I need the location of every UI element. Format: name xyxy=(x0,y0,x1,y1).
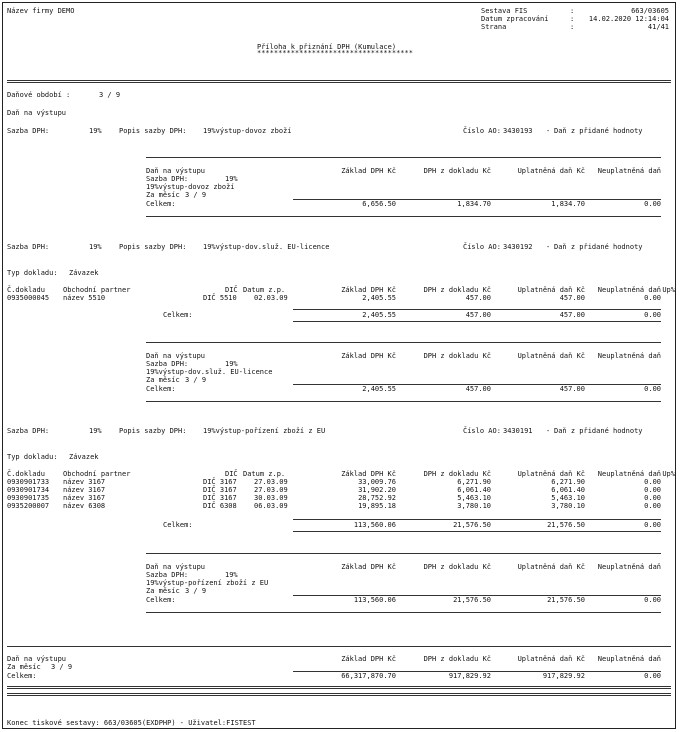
row-base: 28,752.92 xyxy=(358,494,396,502)
row-vat: 6,271.90 xyxy=(457,478,491,486)
row-date: 06.03.09 xyxy=(254,502,288,510)
month-value: 3 / 9 xyxy=(185,376,207,384)
row-partner: název 3167 xyxy=(63,494,106,502)
separator xyxy=(146,157,661,158)
period-value: 3 / 9 xyxy=(99,91,121,99)
info-colon: : xyxy=(570,7,575,15)
rate-desc: 19%výstup-pořízení zboží z EU xyxy=(203,427,326,435)
rate-value: 19% xyxy=(225,175,238,183)
section-title: Daň na výstupu xyxy=(7,109,67,117)
ao-number: 3430192 xyxy=(503,243,533,251)
col-doc-no: Č.dokladu xyxy=(7,286,45,294)
rate-value: 19% xyxy=(225,571,238,579)
col-unclaimed: Neuplatněná daň xyxy=(597,470,661,478)
total-unclaimed: 0.00 xyxy=(644,596,661,604)
rate-value: 19% xyxy=(89,427,102,435)
row-dic: DIČ 5510 xyxy=(203,294,237,302)
col-claimed: Uplatněná daň Kč xyxy=(517,167,585,175)
doc-type-label: Typ dokladu: xyxy=(7,453,58,461)
total-claimed: 21,576.50 xyxy=(547,521,585,529)
separator xyxy=(146,553,661,554)
separator xyxy=(7,693,671,696)
row-vat: 5,463.10 xyxy=(457,494,491,502)
rate-desc: 19%výstup-dovoz zboží xyxy=(146,183,235,191)
row-base: 31,902.20 xyxy=(358,486,396,494)
report-title-stars: ************************************* xyxy=(257,49,413,57)
row-partner: název 3167 xyxy=(63,478,106,486)
col-base: Základ DPH Kč xyxy=(341,655,396,663)
col-pct: Up% xyxy=(662,286,675,294)
total-vat: 457.00 xyxy=(465,385,491,393)
total-claimed: 457.00 xyxy=(559,385,585,393)
row-dic: DIČ 3167 xyxy=(203,486,237,494)
rate-value: 19% xyxy=(225,360,238,368)
col-vat-doc: DPH z dokladu Kč xyxy=(423,352,491,360)
month-value: 3 / 9 xyxy=(51,663,73,671)
separator xyxy=(7,80,671,83)
col-claimed: Uplatněná daň Kč xyxy=(517,563,585,571)
col-doc-no: Č.dokladu xyxy=(7,470,45,478)
col-unclaimed: Neuplatněná daň xyxy=(597,286,661,294)
total-label: Celkem: xyxy=(163,311,193,319)
total-vat: 457.00 xyxy=(465,311,491,319)
row-unclaimed: 0.00 xyxy=(644,494,661,502)
total-vat: 21,576.50 xyxy=(453,596,491,604)
info-label-date: Datum zpracování xyxy=(481,15,549,23)
row-date: 02.03.09 xyxy=(254,294,288,302)
doc-type-value: Závazek xyxy=(69,269,99,277)
total-label: Celkem: xyxy=(146,200,176,208)
total-label: Celkem: xyxy=(146,596,176,604)
col-unclaimed: Neuplatněná daň xyxy=(597,563,661,571)
rate-desc-label: Popis sazby DPH: xyxy=(119,427,187,435)
info-colon: : xyxy=(570,23,575,31)
rate-desc: 19%výstup-dov.služ. EU-licence xyxy=(203,243,330,251)
ao-number: 3430193 xyxy=(503,127,533,135)
ao-label: Číslo AO: xyxy=(463,127,501,135)
row-date: 27.03.09 xyxy=(254,486,288,494)
row-doc: 0935000045 xyxy=(7,294,50,302)
row-doc: 0930901735 xyxy=(7,494,50,502)
row-doc: 0935200007 xyxy=(7,502,50,510)
grand-total-label: Celkem: xyxy=(7,672,37,680)
ao-dash: - xyxy=(546,427,551,435)
total-base: 2,405.55 xyxy=(362,385,396,393)
info-label-report: Sestava FIS xyxy=(481,7,528,15)
rate-desc: 19%výstup-dovoz zboží xyxy=(203,127,292,135)
row-base: 33,009.76 xyxy=(358,478,396,486)
col-base: Základ DPH Kč xyxy=(341,286,396,294)
total-unclaimed: 0.00 xyxy=(644,385,661,393)
row-vat: 3,780.10 xyxy=(457,502,491,510)
separator xyxy=(293,309,661,310)
ao-number: 3430191 xyxy=(503,427,533,435)
month-label: Za měsíc xyxy=(146,191,180,199)
col-vat-doc: DPH z dokladu Kč xyxy=(423,655,491,663)
separator xyxy=(146,216,661,217)
row-partner: název 6308 xyxy=(63,502,106,510)
separator xyxy=(7,686,671,689)
period-label: Daňové období : xyxy=(7,91,71,99)
col-vat-doc: DPH z dokladu Kč xyxy=(423,167,491,175)
row-unclaimed: 0.00 xyxy=(644,478,661,486)
rate-label: Sazba DPH: xyxy=(7,243,50,251)
doc-type-label: Typ dokladu: xyxy=(7,269,58,277)
total-base: 113,560.06 xyxy=(353,596,396,604)
grand-total-claimed: 917,829.92 xyxy=(542,672,585,680)
col-base: Základ DPH Kč xyxy=(341,167,396,175)
row-dic: DIČ 3167 xyxy=(203,478,237,486)
separator xyxy=(293,519,661,520)
rate-label: Sazba DPH: xyxy=(7,427,50,435)
report-page xyxy=(2,2,676,729)
rate-value: 19% xyxy=(89,127,102,135)
col-base: Základ DPH Kč xyxy=(341,563,396,571)
row-vat: 6,061.40 xyxy=(457,486,491,494)
rate-label: Sazba DPH: xyxy=(146,175,189,183)
col-claimed: Uplatněná daň Kč xyxy=(517,352,585,360)
total-claimed: 21,576.50 xyxy=(547,596,585,604)
col-unclaimed: Neuplatněná daň xyxy=(597,352,661,360)
total-base: 2,405.55 xyxy=(362,311,396,319)
ao-label: Číslo AO: xyxy=(463,243,501,251)
total-label: Celkem: xyxy=(146,385,176,393)
ao-name: Daň z přidané hodnoty xyxy=(554,427,643,435)
total-claimed: 1,834.70 xyxy=(551,200,585,208)
rate-label: Sazba DPH: xyxy=(7,127,50,135)
info-value-date: 14.02.2020 12:14:04 xyxy=(588,15,669,23)
col-date: Datum z.p. xyxy=(243,470,286,478)
col-claimed: Uplatněná daň Kč xyxy=(517,655,585,663)
report-title: Příloha k přiznání DPH (Kumulace) xyxy=(257,43,397,51)
ao-dash: - xyxy=(546,243,551,251)
col-partner: Obchodní partner xyxy=(63,286,131,294)
col-date: Datum z.p. xyxy=(243,286,286,294)
col-unclaimed: Neuplatněná daň xyxy=(597,167,661,175)
row-dic: DIČ 3167 xyxy=(203,494,237,502)
rate-desc-label: Popis sazby DPH: xyxy=(119,243,187,251)
separator xyxy=(146,612,661,613)
doc-type-value: Závazek xyxy=(69,453,99,461)
section-title: Daň na výstupu xyxy=(146,563,206,571)
row-unclaimed: 0.00 xyxy=(644,502,661,510)
total-unclaimed: 0.00 xyxy=(644,521,661,529)
rate-label: Sazba DPH: xyxy=(146,360,189,368)
section-title: Daň na výstupu xyxy=(146,352,206,360)
month-label: Za měsíc xyxy=(146,376,180,384)
total-base: 113,560.06 xyxy=(353,521,396,529)
col-pct: Up% xyxy=(662,470,675,478)
separator xyxy=(146,401,661,402)
col-dic: DIČ xyxy=(225,286,238,294)
col-base: Základ DPH Kč xyxy=(341,352,396,360)
separator xyxy=(7,646,671,647)
row-claimed: 3,780.10 xyxy=(551,502,585,510)
total-base: 6,656.50 xyxy=(362,200,396,208)
row-base: 2,405.55 xyxy=(362,294,396,302)
row-claimed: 6,271.90 xyxy=(551,478,585,486)
row-doc: 0930901733 xyxy=(7,478,50,486)
month-label: Za měsíc xyxy=(146,587,180,595)
row-partner: název 3167 xyxy=(63,486,106,494)
total-claimed: 457.00 xyxy=(559,311,585,319)
separator xyxy=(146,342,661,343)
ao-label: Číslo AO: xyxy=(463,427,501,435)
rate-label: Sazba DPH: xyxy=(146,571,189,579)
info-value-page: 41/41 xyxy=(647,23,669,31)
col-base: Základ DPH Kč xyxy=(341,470,396,478)
col-dic: DIČ xyxy=(225,470,238,478)
month-value: 3 / 9 xyxy=(185,587,207,595)
info-value-report: 663/03605 xyxy=(631,7,669,15)
row-claimed: 457.00 xyxy=(559,294,585,302)
firm-name: Název firmy DEMO xyxy=(7,7,75,15)
col-vat-doc: DPH z dokladu Kč xyxy=(423,563,491,571)
row-claimed: 6,061.40 xyxy=(551,486,585,494)
row-dic: DIČ 6308 xyxy=(203,502,237,510)
rate-desc-label: Popis sazby DPH: xyxy=(119,127,187,135)
grand-total-vat: 917,829.92 xyxy=(448,672,491,680)
col-partner: Obchodní partner xyxy=(63,470,131,478)
row-unclaimed: 0.00 xyxy=(644,294,661,302)
separator xyxy=(293,531,661,532)
separator xyxy=(293,321,661,322)
rate-desc: 19%výstup-dov.služ. EU-licence xyxy=(146,368,273,376)
row-doc: 0930901734 xyxy=(7,486,50,494)
total-unclaimed: 0.00 xyxy=(644,311,661,319)
ao-dash: - xyxy=(546,127,551,135)
rate-desc: 19%výstup-pořízení zboží z EU xyxy=(146,579,269,587)
row-base: 19,895.18 xyxy=(358,502,396,510)
col-claimed: Uplatněná daň Kč xyxy=(517,470,585,478)
row-vat: 457.00 xyxy=(465,294,491,302)
col-unclaimed: Neuplatněná daň xyxy=(597,655,661,663)
grand-total-unclaimed: 0.00 xyxy=(644,672,661,680)
col-vat-doc: DPH z dokladu Kč xyxy=(423,286,491,294)
info-colon: : xyxy=(570,15,575,23)
row-date: 27.03.09 xyxy=(254,478,288,486)
col-vat-doc: DPH z dokladu Kč xyxy=(423,470,491,478)
ao-name: Daň z přidané hodnoty xyxy=(554,243,643,251)
total-unclaimed: 0.00 xyxy=(644,200,661,208)
ao-name: Daň z přidané hodnoty xyxy=(554,127,643,135)
info-label-page: Strana xyxy=(481,23,507,31)
total-label: Celkem: xyxy=(163,521,193,529)
report-footer: Konec tiskové sestavy: 663/03605(EXDPHP) - Uživatel:FISTEST xyxy=(7,719,256,727)
month-value: 3 / 9 xyxy=(185,191,207,199)
total-vat: 21,576.50 xyxy=(453,521,491,529)
section-title: Daň na výstupu xyxy=(146,167,206,175)
row-partner: název 5510 xyxy=(63,294,106,302)
rate-value: 19% xyxy=(89,243,102,251)
row-unclaimed: 0.00 xyxy=(644,486,661,494)
col-claimed: Uplatněná daň Kč xyxy=(517,286,585,294)
row-claimed: 5,463.10 xyxy=(551,494,585,502)
month-label: Za měsíc xyxy=(7,663,41,671)
section-title: Daň na výstupu xyxy=(7,655,67,663)
row-date: 30.03.09 xyxy=(254,494,288,502)
total-vat: 1,834.70 xyxy=(457,200,491,208)
grand-total-base: 66,317,870.70 xyxy=(341,672,396,680)
